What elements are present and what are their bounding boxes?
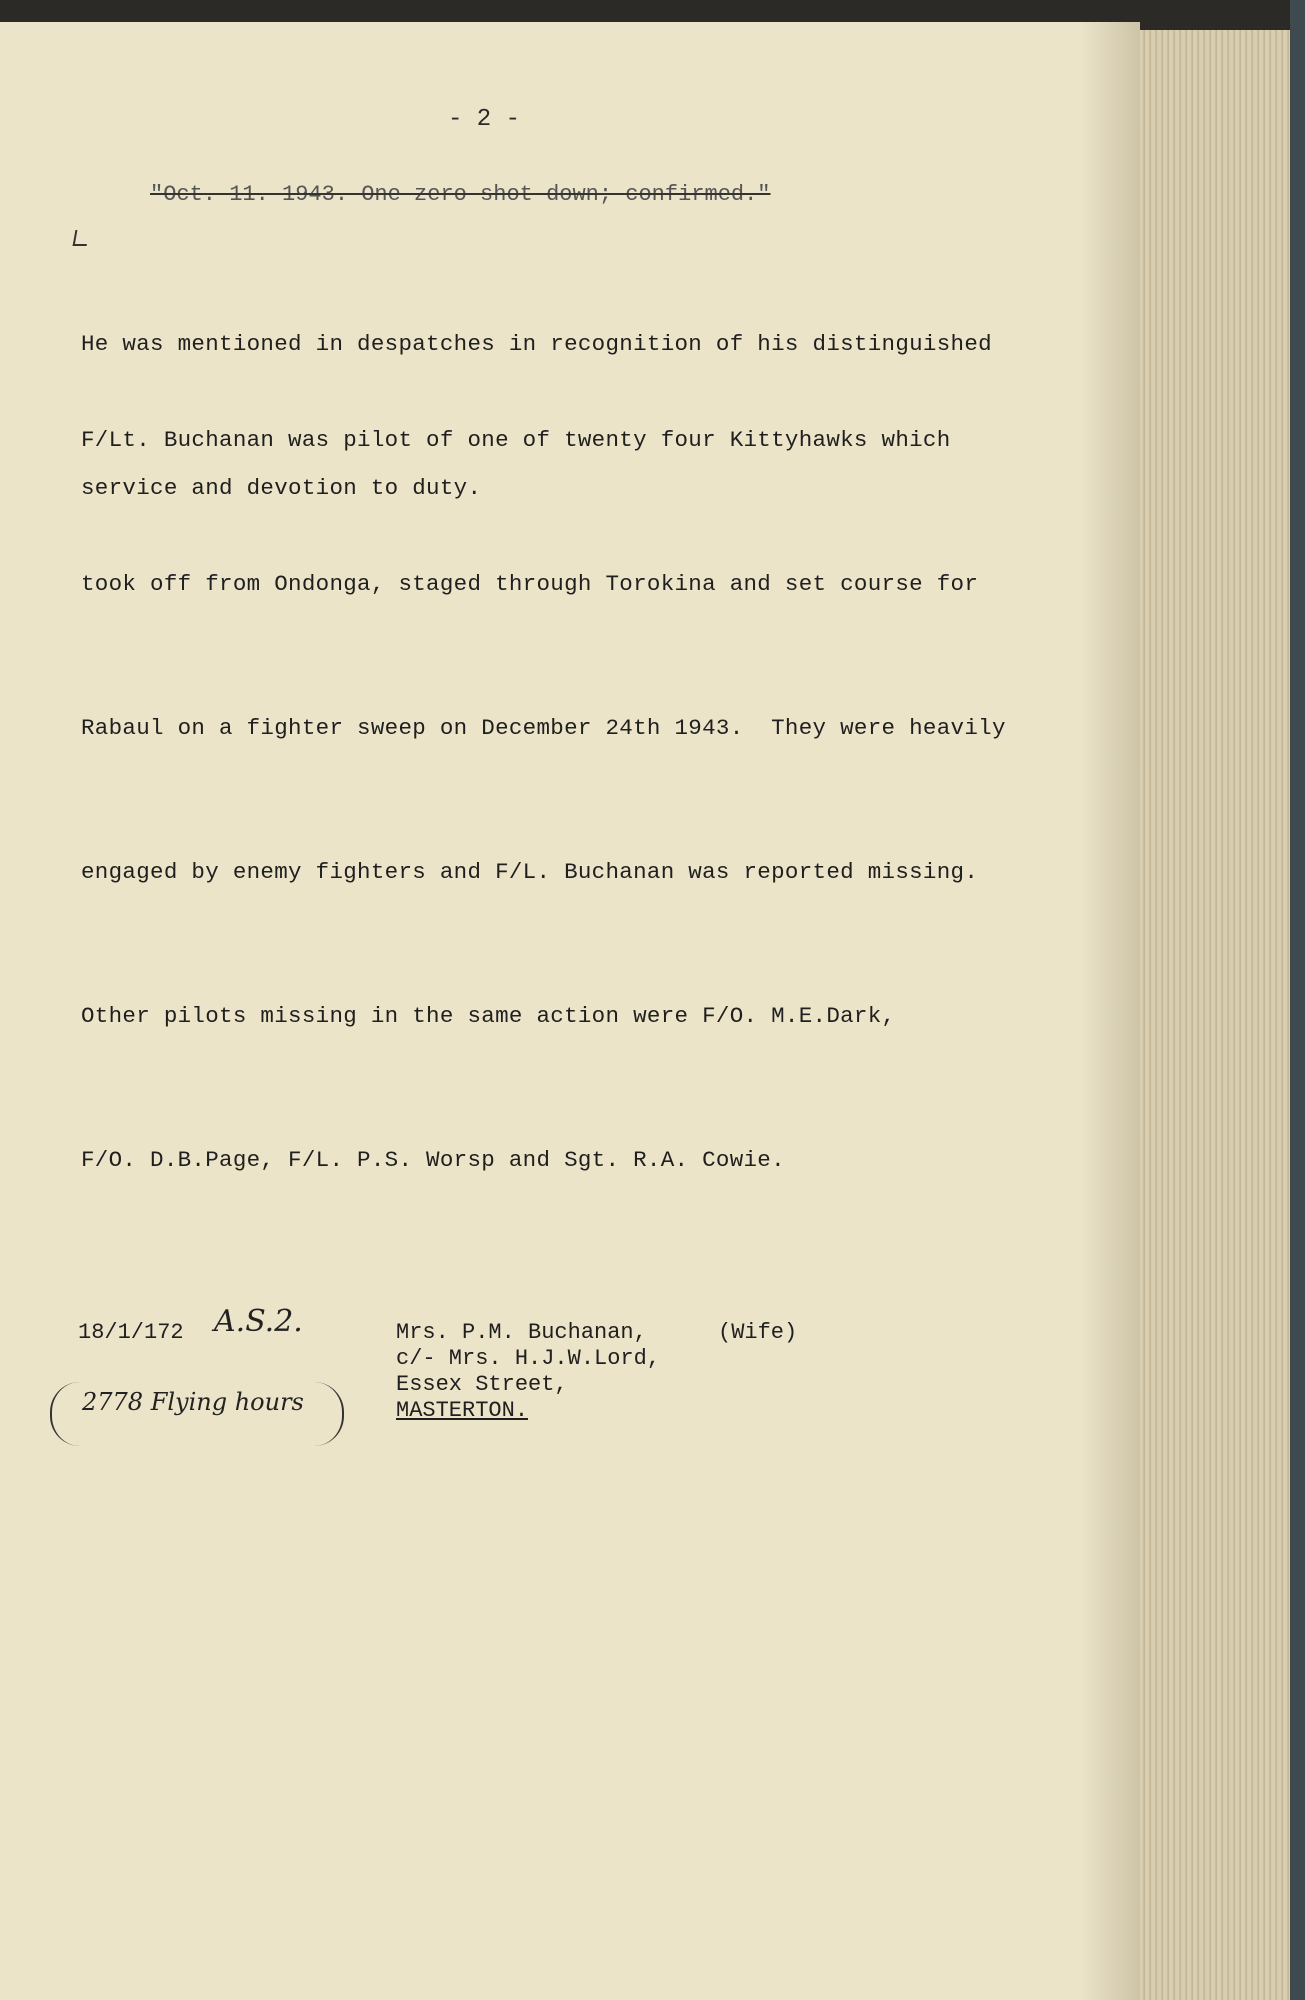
address-line: c/- Mrs. H.J.W.Lord, — [396, 1346, 661, 1371]
paragraph-line: service and devotion to duty. — [81, 475, 482, 501]
address-line: Essex Street, — [396, 1372, 568, 1397]
paragraph-line: F/O. D.B.Page, F/L. P.S. Worsp and Sgt. R.A. Cowie. — [81, 1147, 785, 1173]
paragraph-line: Rabaul on a fighter sweep on December 24th 1943. They were heavily — [81, 715, 1006, 741]
bracket-right — [302, 1382, 344, 1446]
paragraph-line: Other pilots missing in the same action were F/O. M.E.Dark, — [81, 1003, 896, 1029]
flying-hours-text: 2778 Flying hours — [82, 1388, 304, 1416]
document-page — [0, 22, 1140, 2000]
paragraph-line: F/Lt. Buchanan was pilot of one of twenty four Kittyhawks which — [81, 427, 951, 453]
missing-in-action-paragraph — [81, 320, 1006, 1280]
page-number: - 2 - — [448, 106, 521, 133]
paragraph-line: took off from Ondonga, staged through Torokina and set course for — [81, 571, 979, 597]
address-line: Mrs. P.M. Buchanan, — [396, 1320, 647, 1345]
relation-label: (Wife) — [718, 1320, 798, 1345]
handwritten-code: A.S.2. — [214, 1304, 303, 1339]
paragraph-line: engaged by enemy fighters and F/L. Buchanan was reported missing. — [81, 859, 979, 885]
address-town: MASTERTON. — [396, 1398, 529, 1423]
file-reference: 18/1/172 — [78, 1320, 184, 1345]
page-stack-edge — [1140, 30, 1290, 2000]
book-cover-edge — [1290, 0, 1305, 2000]
next-of-kin-address — [396, 1320, 660, 1424]
struck-out-line: "Oct. 11. 1943. One zero shot down; confirmed." — [150, 182, 771, 207]
flying-hours-note — [32, 1382, 332, 1448]
paragraph-line: He was mentioned in despatches in recognition of his distinguished — [81, 331, 992, 357]
page-gutter-shadow — [1080, 22, 1140, 2000]
